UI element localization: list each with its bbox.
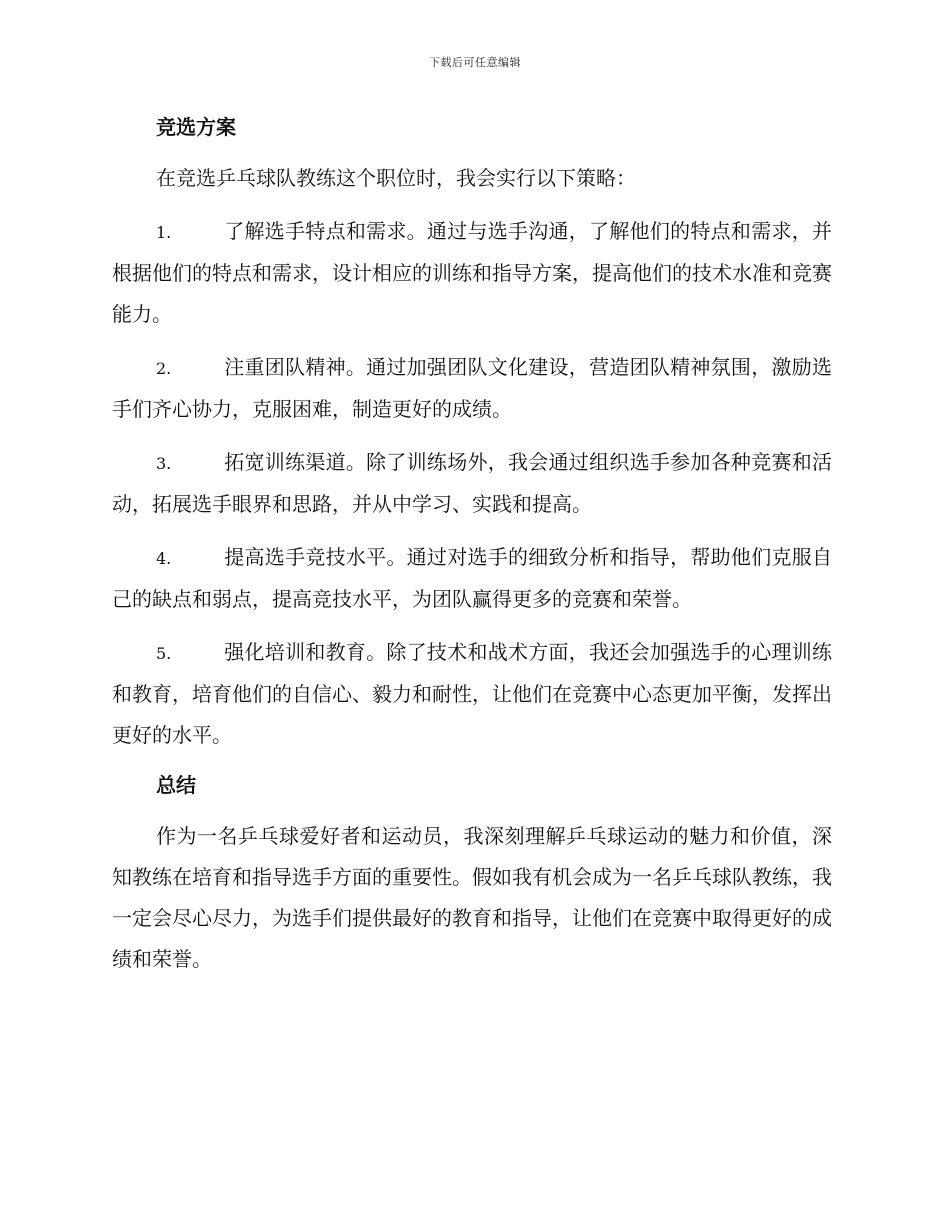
header-note: 下载后可任意编辑 [429, 56, 521, 69]
summary-paragraph: 作为一名乒乓球爱好者和运动员，我深刻理解乒乓球运动的魅力和价值，深知教练在培育和指导选手方面的重要性。假如我有机会成为一名乒乓球队教练，我一定会尽心尽力，为选手们提供最好的教育和指导，让他们在竞赛中取得更好的成绩和荣誉。 [112, 824, 832, 971]
list-item [112, 211, 832, 335]
list-item-text: 注重团队精神。通过加强团队文化建设，营造团队精神氛围，激励选手们齐心协力，克服困难，制造更好的成绩。 [112, 355, 832, 421]
list-item [112, 632, 832, 756]
list-item-number: 3. [156, 454, 172, 473]
list-item-text: 强化培训和教育。除了技术和战术方面，我还会加强选手的心理训练和教育，培育他们的自信心、毅力和耐性，让他们在竞赛中心态更加平衡，发挥出更好的水平。 [112, 640, 832, 747]
list-item-number: 4. [156, 549, 172, 568]
list-item [112, 442, 832, 525]
list-item-text: 提高选手竞技水平。通过对选手的细致分析和指导，帮助他们克服自己的缺点和弱点，提高竞技水平，为团队赢得更多的竞赛和荣誉。 [112, 545, 832, 611]
list-item-number: 1. [156, 223, 172, 242]
list-item-text: 了解选手特点和需求。通过与选手沟通，了解他们的特点和需求，并根据他们的特点和需求，设计相应的训练和指导方案，提高他们的技术水准和竞赛能力。 [112, 219, 832, 326]
list-item [112, 347, 832, 430]
document-body [112, 110, 832, 992]
intro-paragraph: 在竞选乒乓球队教练这个职位时，我会实行以下策略： [156, 166, 636, 190]
list-item-text: 拓宽训练渠道。除了训练场外，我会通过组织选手参加各种竞赛和活动，拓展选手眼界和思路，并从中学习、实践和提高。 [112, 450, 832, 516]
list-item [112, 537, 832, 620]
list-item-number: 2. [156, 359, 172, 378]
section-title-summary: 总结 [156, 773, 196, 797]
section-title-campaign-plan: 竞选方案 [156, 115, 236, 139]
list-item-number: 5. [156, 644, 172, 663]
